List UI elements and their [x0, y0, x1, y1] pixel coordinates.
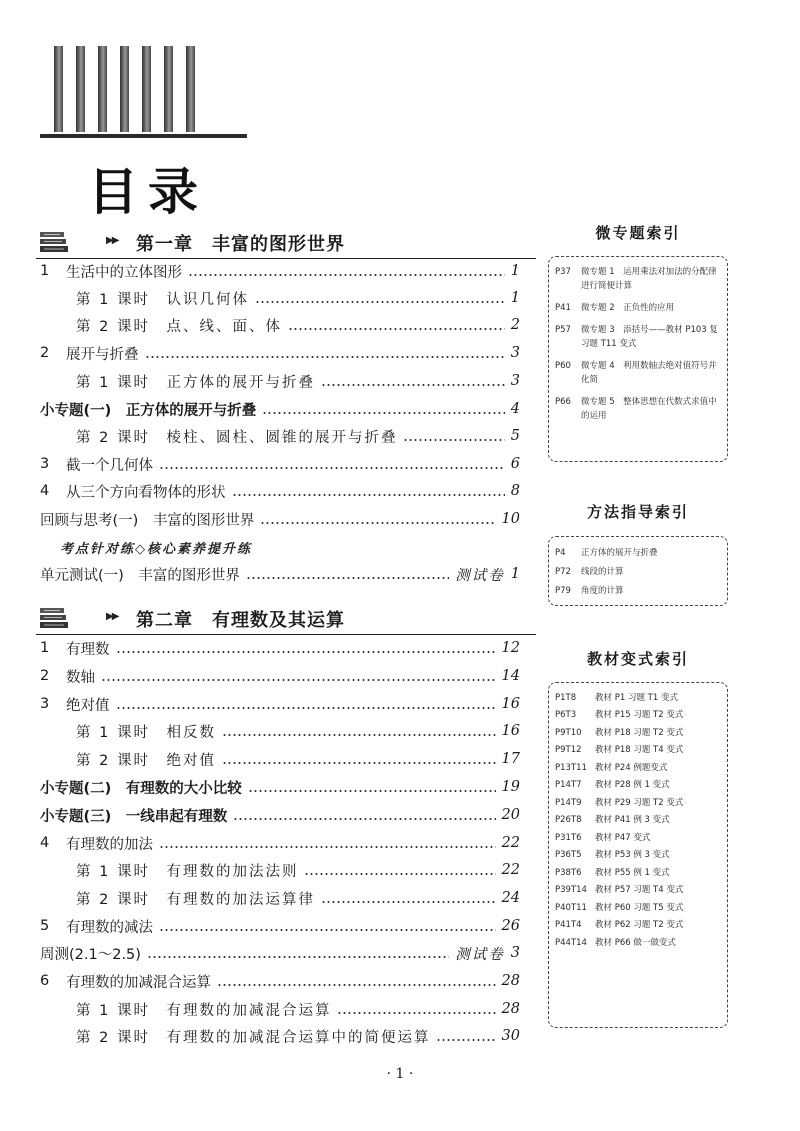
- practice-banner: 考点针对练◇核心素养提升练: [60, 542, 252, 557]
- toc-entry[interactable]: 第 2 课时 绝对值 17: [76, 751, 520, 769]
- dot-leader: [304, 873, 495, 875]
- dot-leader: [116, 651, 496, 653]
- index-item[interactable]: P9T10 教材 P18 习题 T2 变式: [555, 727, 684, 738]
- micro-topic-index-box: [548, 256, 728, 462]
- dot-leader: [222, 734, 496, 736]
- chapter-2-header: [36, 604, 536, 635]
- toc-entry[interactable]: 6 有理数的加减混合运算 28: [40, 973, 520, 991]
- dot-leader: [159, 467, 505, 469]
- chapter-1-header: [36, 228, 536, 259]
- index-item[interactable]: P26T8 教材 P41 例 3 变式: [555, 815, 670, 825]
- dot-leader: [262, 412, 505, 414]
- dot-leader: [337, 1012, 495, 1014]
- toc-entry-special-topic[interactable]: 小专题(二) 有理数的大小比较 19: [40, 779, 520, 797]
- index-item[interactable]: P14T7 教材 P28 例 1 变式: [555, 780, 670, 790]
- toc-entry[interactable]: 第 2 课时 棱柱、圆柱、圆锥的展开与折叠 5: [76, 428, 520, 446]
- index-item[interactable]: P6T3 教材 P15 习题 T2 变式: [555, 710, 684, 720]
- toc-entry-special-topic[interactable]: 小专题(一) 正方体的展开与折叠 4: [40, 401, 520, 419]
- dot-leader: [246, 577, 449, 579]
- toc-entry[interactable]: 2 展开与折叠 3: [40, 345, 520, 363]
- dot-leader: [101, 679, 496, 681]
- dot-leader: [233, 818, 495, 820]
- index-item[interactable]: P41 微专题 2 正负性的应用: [555, 303, 675, 313]
- toc-entry[interactable]: 第 2 课时 有理数的加减混合运算中的简便运算 30: [76, 1028, 520, 1046]
- index-item[interactable]: P44T14 教材 P66 做一做变式: [555, 937, 676, 948]
- dot-leader: [145, 356, 505, 358]
- index-item[interactable]: P41T4 教材 P62 习题 T2 变式: [555, 920, 684, 930]
- index-item[interactable]: P60 微专题 4 利用数轴去绝对值符号并化简: [555, 361, 717, 385]
- toc-entry[interactable]: 1 有理数 12: [40, 640, 520, 658]
- dot-leader: [403, 439, 504, 441]
- header-decoration-line: [40, 134, 247, 138]
- dot-leader: [248, 790, 496, 792]
- micro-topic-index-heading: 微专题索引: [595, 224, 681, 242]
- toc-entry-weekly-test[interactable]: 周测(2.1～2.5) 测试卷 3: [40, 945, 520, 963]
- textbook-variant-index-heading: 教材变式索引: [586, 650, 689, 668]
- dot-leader: [147, 956, 449, 958]
- dot-leader: [260, 522, 495, 524]
- toc-entry[interactable]: 3 截一个几何体 6: [40, 456, 520, 474]
- index-item[interactable]: P9T12 教材 P18 习题 T4 变式: [555, 745, 684, 755]
- toc-entry[interactable]: 第 2 课时 有理数的加法运算律 24: [76, 890, 520, 908]
- method-guide-index-heading: 方法指导索引: [586, 503, 689, 521]
- chapter-name: 有理数及其运算: [212, 610, 345, 631]
- dot-leader: [321, 384, 505, 386]
- index-item[interactable]: P40T11 教材 P60 习题 T5 变式: [555, 902, 684, 913]
- toc-entry-review[interactable]: 回顾与思考(一) 丰富的图形世界 10: [40, 511, 520, 529]
- index-item[interactable]: P57 微专题 3 添括号——教材 P103 复习题 T11 变式: [555, 325, 718, 349]
- textbook-variant-index-box: [548, 682, 728, 1028]
- toc-entry[interactable]: 2 数轴 14: [40, 668, 520, 686]
- book-icon: [38, 606, 74, 630]
- double-arrow-icon: ▶▶: [106, 235, 118, 246]
- page-title: 目录: [88, 162, 208, 221]
- toc-entry[interactable]: 1 生活中的立体图形 1: [40, 263, 520, 281]
- toc-entry[interactable]: 第 1 课时 认识几何体 1: [76, 290, 520, 308]
- toc-entry[interactable]: 3 绝对值 16: [40, 696, 520, 714]
- toc-entry[interactable]: 4 从三个方向看物体的形状 8: [40, 483, 520, 501]
- dot-leader: [436, 1039, 495, 1041]
- dot-leader: [255, 301, 505, 303]
- double-arrow-icon: ▶▶: [106, 611, 118, 622]
- index-item[interactable]: P1T8 教材 P1 习题 T1 变式: [555, 692, 678, 703]
- index-item[interactable]: P36T5 教材 P53 例 3 变式: [555, 850, 670, 860]
- chapter-name: 丰富的图形世界: [212, 234, 345, 255]
- chapter-label: 第一章: [136, 234, 193, 255]
- dot-leader: [159, 846, 496, 848]
- dot-leader: [232, 494, 505, 496]
- toc-entry[interactable]: 第 1 课时 相反数 16: [76, 723, 520, 741]
- toc-entry[interactable]: 第 1 课时 正方体的展开与折叠 3: [76, 373, 520, 391]
- index-item[interactable]: P4 正方体的展开与折叠: [555, 548, 658, 558]
- index-item[interactable]: P79 角度的计算: [555, 586, 624, 596]
- toc-entry[interactable]: 第 1 课时 有理数的加减混合运算 28: [76, 1001, 520, 1019]
- index-item[interactable]: P37 微专题 1 运用乘法对加法的分配律进行简便计算: [555, 267, 717, 291]
- dot-leader: [222, 762, 496, 764]
- index-item[interactable]: P72 线段的计算: [555, 567, 624, 577]
- toc-entry-unit-test[interactable]: 单元测试(一) 丰富的图形世界 测试卷 1: [40, 566, 520, 584]
- book-icon: [38, 230, 74, 254]
- toc-entry[interactable]: 第 2 课时 点、线、面、体 2: [76, 317, 520, 335]
- dot-leader: [288, 328, 505, 330]
- dot-leader: [159, 929, 496, 931]
- index-item[interactable]: P14T9 教材 P29 习题 T2 变式: [555, 797, 684, 808]
- header-decoration-bars: [54, 46, 214, 132]
- toc-entry[interactable]: 5 有理数的减法 26: [40, 918, 520, 936]
- toc-entry-special-topic[interactable]: 小专题(三) 一线串起有理数 20: [40, 807, 520, 825]
- page-number: · 1 ·: [386, 1066, 414, 1082]
- toc-entry[interactable]: 4 有理数的加法 22: [40, 835, 520, 853]
- dot-leader: [188, 274, 505, 276]
- dot-leader: [321, 901, 496, 903]
- method-guide-index-box: [548, 536, 728, 606]
- index-item[interactable]: P39T14 教材 P57 习题 T4 变式: [555, 885, 684, 895]
- dot-leader: [116, 707, 496, 709]
- toc-entry[interactable]: 第 1 课时 有理数的加法法则 22: [76, 862, 520, 880]
- chapter-label: 第二章: [136, 610, 193, 631]
- index-item[interactable]: P31T6 教材 P47 变式: [555, 832, 651, 843]
- index-item[interactable]: P38T6 教材 P55 例 1 变式: [555, 867, 670, 878]
- dot-leader: [217, 984, 496, 986]
- index-item[interactable]: P13T11 教材 P24 例题变式: [555, 762, 668, 773]
- index-item[interactable]: P66 微专题 5 整体思想在代数式求值中的运用: [555, 397, 717, 421]
